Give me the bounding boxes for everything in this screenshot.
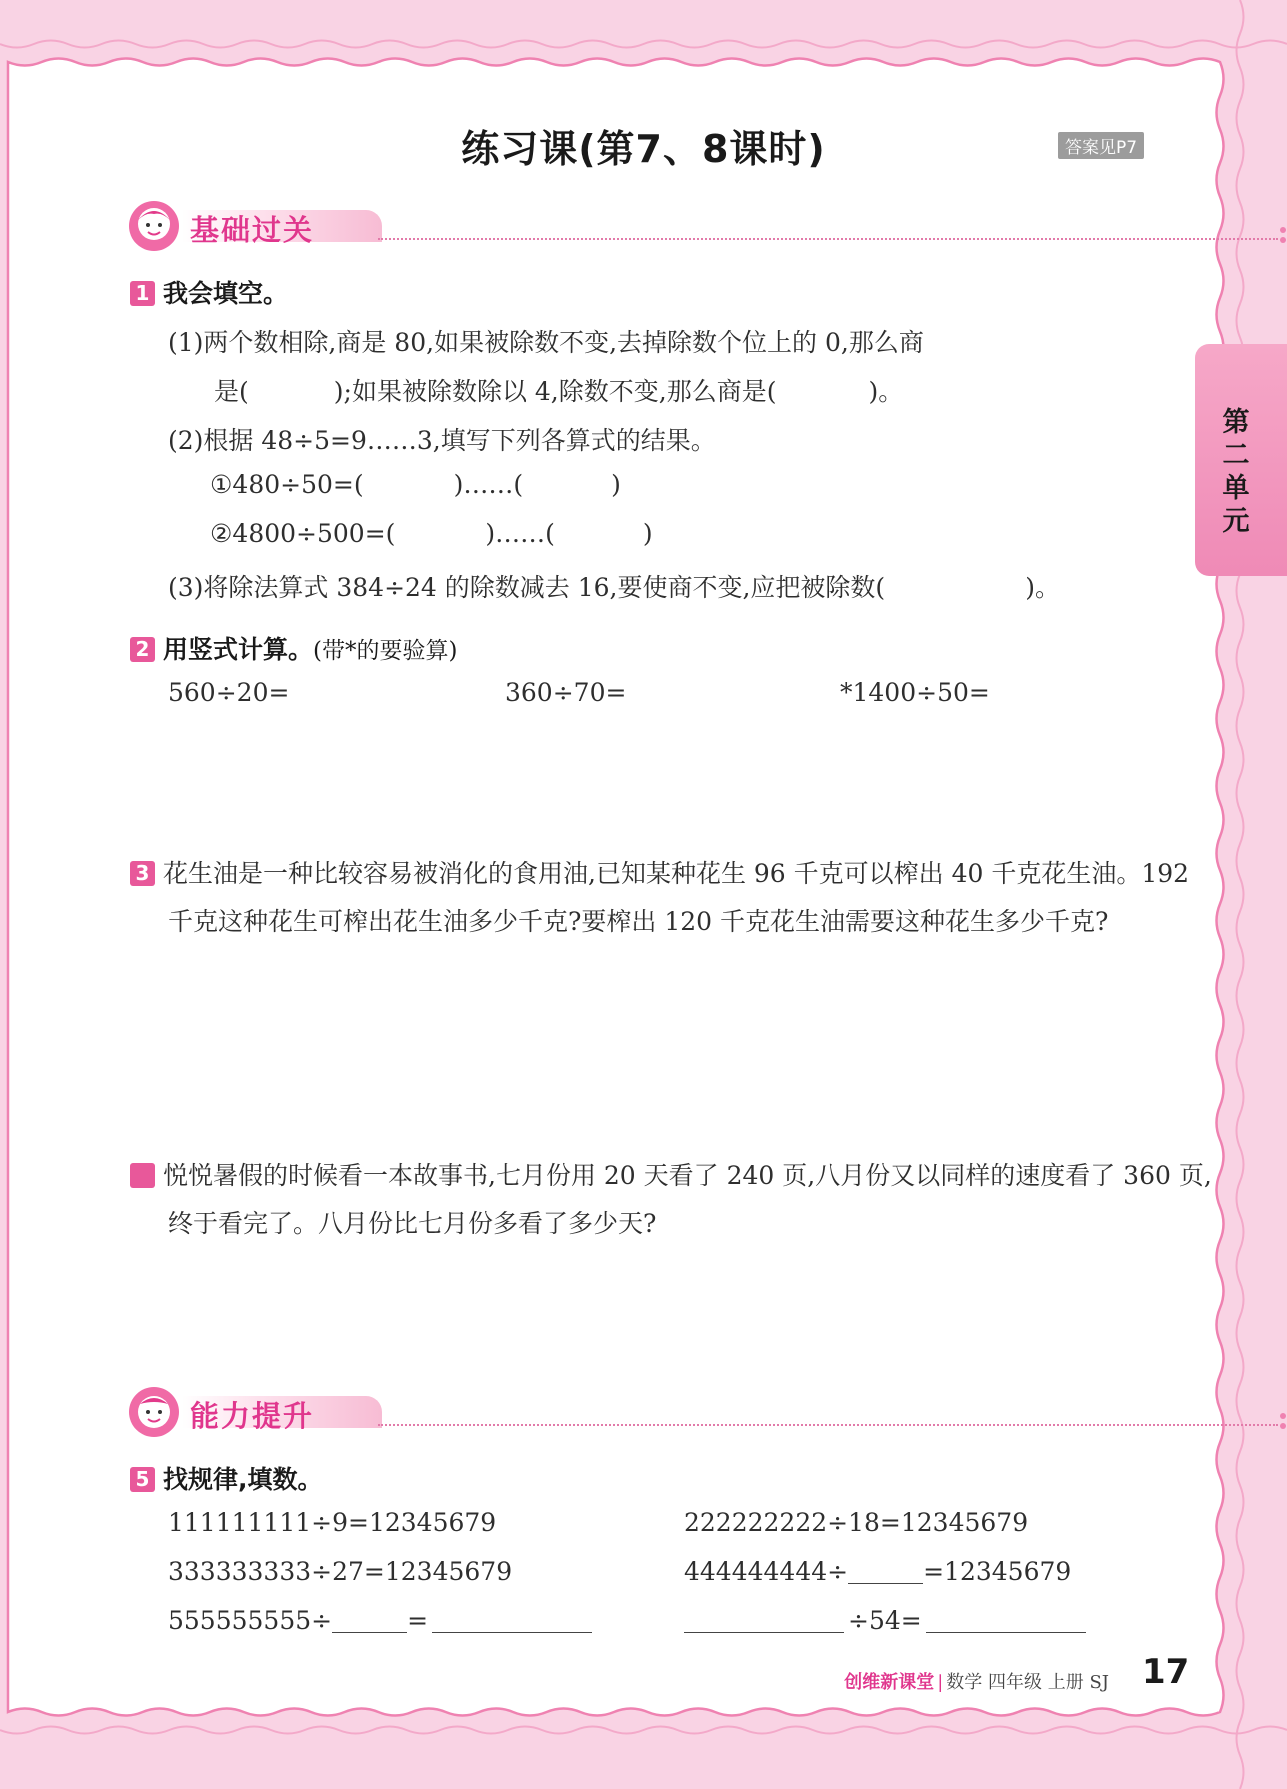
question-title: 用竖式计算。	[163, 635, 314, 664]
answer-blank[interactable]	[395, 520, 485, 546]
q5-row2-right-result: =12345679	[923, 1557, 1072, 1586]
q1-item2-expr: ②4800÷500=(	[210, 519, 396, 548]
question-4	[116, 1152, 1213, 1248]
q1-item1-mid: )……(	[453, 470, 524, 499]
q1-part2-line: (2)根据 48÷5=9……3,填写下列各算式的结果。	[168, 426, 716, 455]
question-number-badge: 3	[130, 861, 155, 886]
q5-row3-left	[168, 1606, 592, 1635]
boy-mascot-icon	[128, 1386, 180, 1438]
answer-blank[interactable]	[885, 574, 1025, 600]
question-number-badge: 5	[130, 1467, 155, 1492]
question-number-badge: 1	[130, 281, 155, 306]
q1-part1-text-b: );如果被除数除以 4,除数不变,那么商是(	[333, 377, 777, 406]
unit-side-tab	[1195, 344, 1287, 576]
decorative-dots-icon	[1278, 226, 1287, 246]
q5-row3-left-eq: =	[407, 1606, 429, 1635]
q1-part1-line1: (1)两个数相除,商是 80,如果被除数不变,去掉除数个位上的 0,那么商	[168, 328, 924, 357]
q1-part1-line2	[214, 372, 903, 408]
question-text: 花生油是一种比较容易被消化的食用油,已知某种花生 96 千克可以榨出 40 千克花生油。192 千克这种花生可榨出花生油多少千克?要榨出 120 千克花生油需要这种花生多少千克?	[163, 859, 1190, 936]
q5-row3-right	[684, 1606, 1086, 1635]
q5-row1-right: 222222222÷18=12345679	[684, 1508, 1029, 1537]
question-number-badge: 4	[130, 1163, 155, 1188]
q2-expression-1: 560÷20=	[168, 678, 290, 707]
section-title: 基础过关	[190, 213, 315, 247]
question-1-heading	[130, 274, 288, 310]
section-divider	[378, 1424, 1278, 1426]
answer-blank[interactable]	[848, 1557, 923, 1584]
question-title: 我会填空。	[163, 279, 289, 308]
decorative-dots-icon	[1278, 1412, 1287, 1432]
q5-row3-left-expr: 555555555÷	[168, 1606, 333, 1635]
q5-row2-left: 333333333÷27=12345679	[168, 1557, 513, 1586]
question-2-heading	[130, 630, 457, 666]
question-note: (带*的要验算)	[313, 638, 458, 664]
answer-blank[interactable]	[776, 378, 868, 404]
q5-row2-right-expr: 444444444÷	[684, 1557, 849, 1586]
q1-part3-end: )。	[1025, 573, 1060, 602]
footer-brand: 创维新课堂	[844, 1672, 935, 1693]
q1-part2-item1	[210, 470, 621, 499]
footer-info: 数学 四年级 上册 SJ	[946, 1672, 1109, 1693]
q1-part3-line	[168, 568, 1060, 604]
q1-part1-text-a: 是(	[214, 377, 249, 406]
question-title: 找规律,填数。	[163, 1465, 323, 1494]
section-title: 能力提升	[190, 1399, 315, 1433]
section-divider	[378, 238, 1278, 240]
section-header-advanced	[128, 1386, 1178, 1442]
answer-blank[interactable]	[523, 471, 611, 497]
unit-side-tab-label: 第二单元	[1222, 407, 1250, 537]
section-header-basic	[128, 200, 1178, 256]
girl-mascot-icon	[128, 200, 180, 252]
answer-blank[interactable]	[364, 471, 454, 497]
footer	[844, 1668, 1109, 1694]
page-title: 练习课(第7、8课时)	[461, 127, 826, 171]
answer-blank[interactable]	[432, 1606, 592, 1633]
question-3	[130, 850, 1213, 946]
answer-reference-badge: 答案见P7	[1058, 132, 1144, 159]
answer-blank[interactable]	[926, 1606, 1086, 1633]
q1-item1-end: )	[611, 470, 621, 499]
question-text: 悦悦暑假的时候看一本故事书,七月份用 20 天看了 240 页,八月份又以同样的速度看了 360 页,终于看完了。八月份比七月份多看了多少天?	[163, 1161, 1212, 1238]
q5-row1-left: 111111111÷9=12345679	[168, 1508, 497, 1537]
q1-part3-text: (3)将除法算式 384÷24 的除数减去 16,要使商不变,应把被除数(	[168, 573, 886, 602]
footer-separator: |	[937, 1672, 944, 1693]
answer-blank[interactable]	[555, 520, 643, 546]
answer-blank[interactable]	[249, 378, 334, 404]
q5-row2-right	[684, 1557, 1071, 1586]
q5-row3-right-expr: ÷54=	[848, 1606, 922, 1635]
answer-blank[interactable]	[684, 1606, 844, 1633]
q1-item1-expr: ①480÷50=(	[210, 470, 364, 499]
question-5-heading	[130, 1460, 323, 1496]
q1-part2-item2	[210, 519, 653, 548]
question-number-badge: 2	[130, 637, 155, 662]
page-number: 17	[1142, 1652, 1190, 1692]
q2-expression-3: *1400÷50=	[840, 678, 990, 707]
q1-item2-end: )	[642, 519, 653, 548]
q2-expression-2: 360÷70=	[505, 678, 627, 707]
answer-blank[interactable]	[332, 1606, 407, 1633]
q1-part1-text-c: )。	[868, 377, 904, 406]
q1-item2-mid: )……(	[485, 519, 555, 548]
